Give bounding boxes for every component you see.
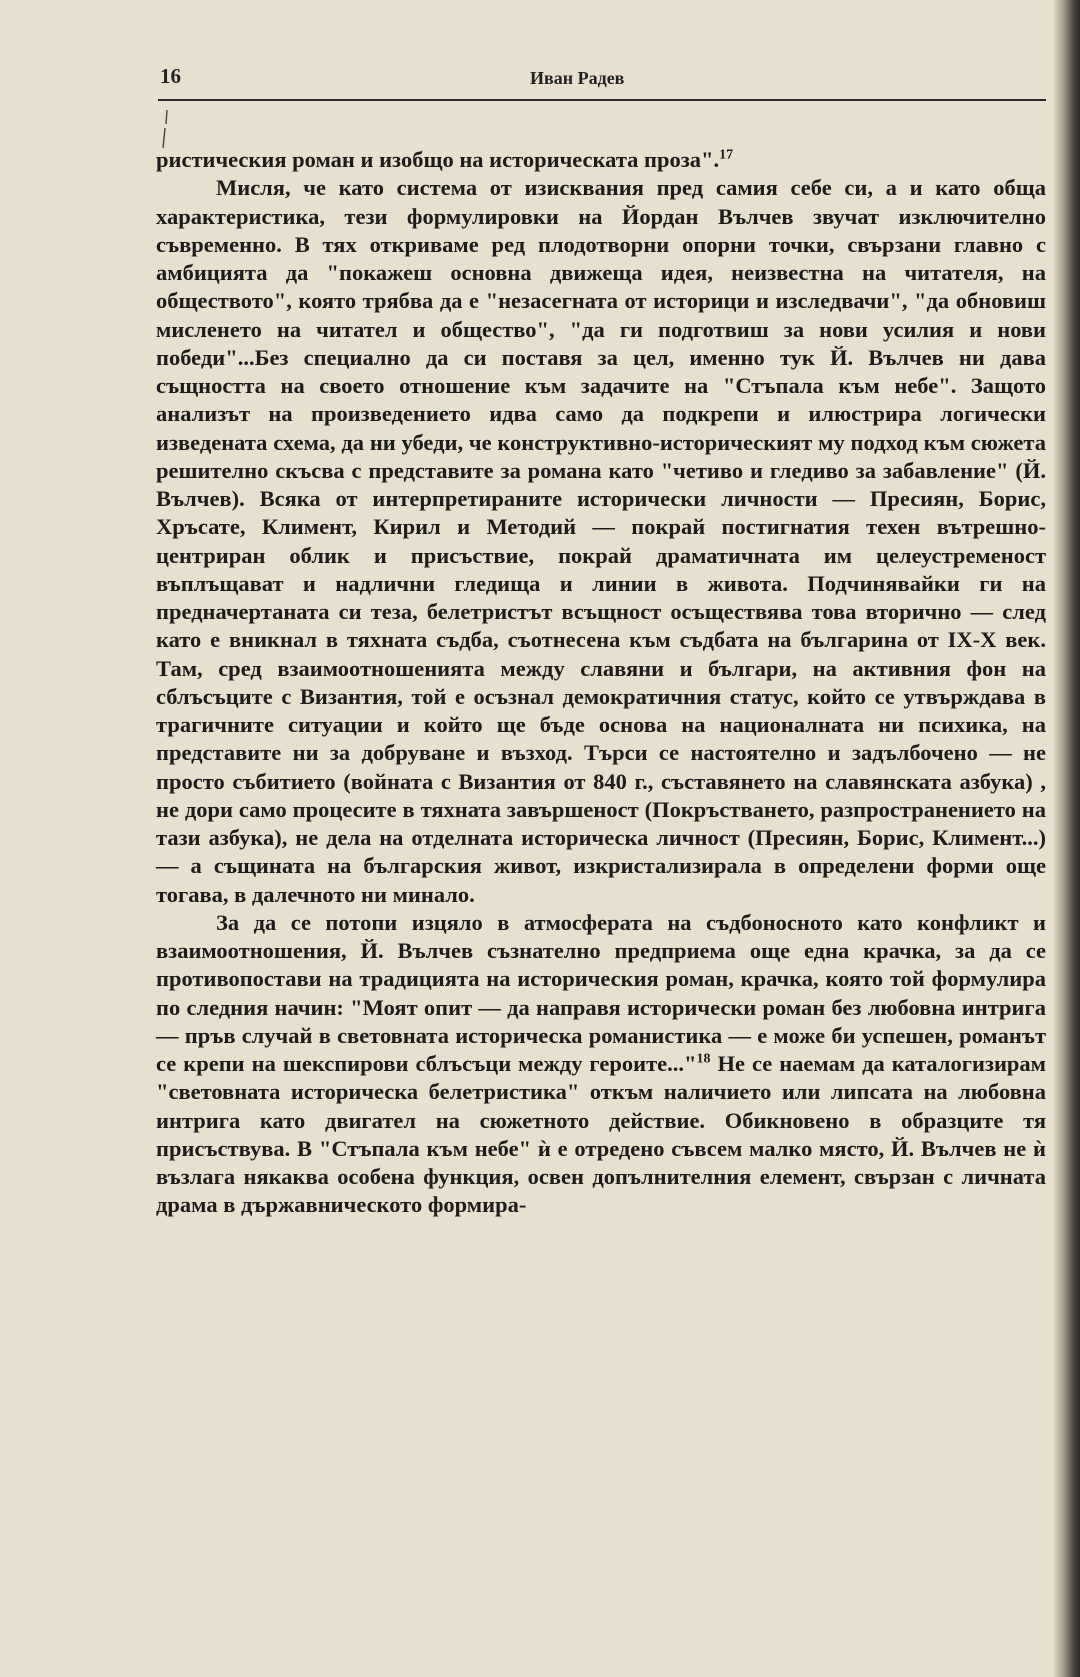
paragraph-3-text-a: За да се потопи изцяло в атмосферата на съдбоносното като конфликт и взаимоотношения, Й. Вълчев съзнателно предприема още една крачка, за да се противопостави на традицията на историческия роман, крачка, която той формулира по следния начин: "Моят опит — да направя исторически роман без любовна интрига — пръв случай в световната историческа романистика — е може би успешен, романът се крепи на шекспирови сблъсъци между героите..." <box>156 909 1046 1076</box>
header-rule <box>158 99 1046 101</box>
paragraph-1-text: ристическия роман и изобщо на историческата проза". <box>156 147 720 172</box>
paragraph-3-text-b: Не се наемам да каталогизирам "световната историческа белетристика" откъм наличието или липсата на любовна интрига като двигател на сюжетното действие. Обикновено в образците тя присъствува. В "Стъпала към небе" ѝ е отредено съвсем малко място, Й. Вълчев не ѝ възлага някаква особена функция, освен допълнителния елемент, свързан с личната драма в държавническото формира- <box>156 1051 1047 1218</box>
paragraph-1 <box>156 146 1046 174</box>
body-text <box>156 146 1046 1220</box>
page-header <box>160 64 1044 98</box>
footnote-ref-17: 17 <box>719 147 734 163</box>
pencil-mark-icon <box>160 108 174 150</box>
page-number: 16 <box>160 64 181 88</box>
page-edge-shadow <box>1054 0 1080 1677</box>
running-title: Иван Радев <box>530 68 625 88</box>
footnote-ref-18: 18 <box>696 1051 711 1067</box>
paragraph-3 <box>156 909 1046 1220</box>
paragraph-2: Мисля, че като система от изисквания пред самия себе си, а и като обща характеристика, тези формулировки на Йордан Вълчев звучат изключително съвременно. В тях откриваме ред плодотворни опорни точки, свързани главно с амбицията да "покажеш основна движеща идея, неизвестна на читателя, на обществото", която трябва да е "незасегната от историци и изследвачи", "да обновиш мисленето на читател и общество", "да ги подготвиш за нови усилия и нови победи"...Без специално да си поставя за цел, именно тук Й. Вълчев ни дава същността на своето отношение към задачите на "Стъпала към небе". Защото анализът на произведението идва само да подкрепи и илюстрира логически изведената схема, да ни убеди, че конструктивно-историческият му подход към сюжета решително скъсва с представите за романа като "четиво и гледиво за забавление" (Й. Вълчев). Всяка от интерпретираните исторически личности — Пресиян, Борис, Хръсате, Климент, Кирил и Методий — покрай постигнатия техен вътрешно-центриран облик и присъствие, покрай драматичната им целеустременост въплъщават и надлични гледища и линии в живота. Подчинявайки ги на предначертаната си теза, белетристът всъщност осъществява това вторично — след като е вникнал в тяхната съдба, съотнесена към съдбата на българина от IX-X век. Там, сред взаимоотношенията между славяни и българи, на активния фон на сблъсъците с Византия, той е осъзнал демократичния статус, който се утвърждава в трагичните ситуации и който ще бъде основа на националната ни психика, на представите ни за добруване и възход. Търси се настоятелно и задълбочено — не просто събитието (войната с Византия от 840 г., съставянето на славянската азбука) , не дори само процесите в тяхната завършеност (Покръстването, разпространението на тази азбука), не дела на отделната историческа личност (Пресиян, Борис, Климент...) — а същината на българския живот, изкристализирала в определени форми още тогава, в далечното ни минало. <box>156 175 1046 907</box>
